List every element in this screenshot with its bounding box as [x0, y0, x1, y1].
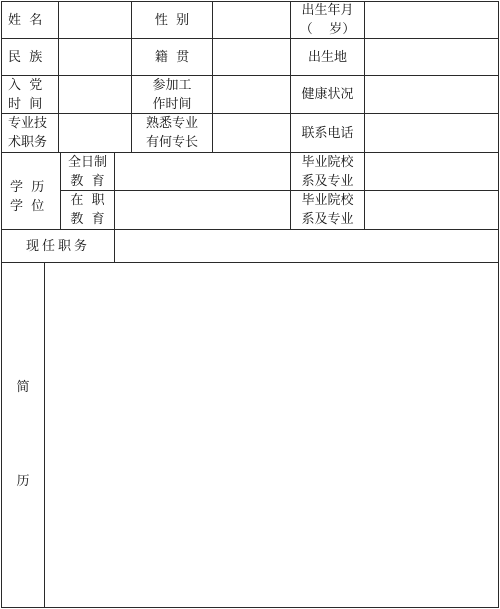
inservice-school-label: 毕业院校 系及专业 — [301, 193, 354, 227]
resume-label-bottom: 历 — [16, 473, 30, 489]
name-value[interactable] — [59, 2, 131, 38]
work-start-date-label: 参加工 作时间 — [152, 77, 192, 112]
gender-value[interactable] — [213, 2, 290, 38]
specialty-label: 熟悉专业 有何专长 — [145, 116, 198, 150]
grid-line — [1, 607, 498, 608]
resume-label-top: 简 — [16, 379, 30, 395]
work-start-date-value[interactable] — [213, 76, 290, 113]
native-place-label: 籍 贯 — [154, 49, 190, 65]
birth-date-label: 出生年月 （ 岁） — [299, 3, 356, 37]
grid-line — [498, 1, 499, 608]
phone-label: 联系电话 — [301, 125, 354, 141]
inservice-education-value[interactable] — [115, 191, 290, 229]
education-row-label: 学 历 学 位 — [10, 180, 45, 214]
birthplace-label: 出生地 — [307, 49, 347, 65]
fulltime-school-label: 毕业院校 系及专业 — [301, 154, 354, 189]
phone-value[interactable] — [365, 114, 498, 152]
name-label: 姓 名 — [8, 12, 43, 28]
native-place-value[interactable] — [213, 39, 290, 75]
birth-date-value[interactable] — [365, 2, 498, 38]
tech-title-value[interactable] — [59, 114, 131, 152]
inservice-school-value[interactable] — [365, 191, 498, 229]
fulltime-education-label: 全日制 教 育 — [67, 154, 107, 189]
fulltime-education-value[interactable] — [115, 153, 290, 190]
health-status-label: 健康状况 — [301, 87, 354, 102]
inservice-education-label: 在 职 教 育 — [70, 193, 105, 227]
ethnicity-value[interactable] — [59, 39, 131, 75]
party-join-date-value[interactable] — [59, 76, 131, 113]
party-join-date-label: 入 党 时 间 — [8, 77, 43, 112]
tech-title-label: 专业技 术职务 — [8, 116, 48, 150]
ethnicity-label: 民 族 — [8, 49, 43, 65]
birthplace-value[interactable] — [365, 39, 498, 75]
specialty-value[interactable] — [213, 114, 290, 152]
current-position-label: 现任职务 — [25, 238, 90, 254]
gender-label: 性 别 — [154, 12, 190, 28]
resume-value[interactable] — [45, 263, 498, 607]
health-status-value[interactable] — [365, 76, 498, 113]
current-position-value[interactable] — [115, 230, 498, 262]
fulltime-school-value[interactable] — [365, 153, 498, 190]
